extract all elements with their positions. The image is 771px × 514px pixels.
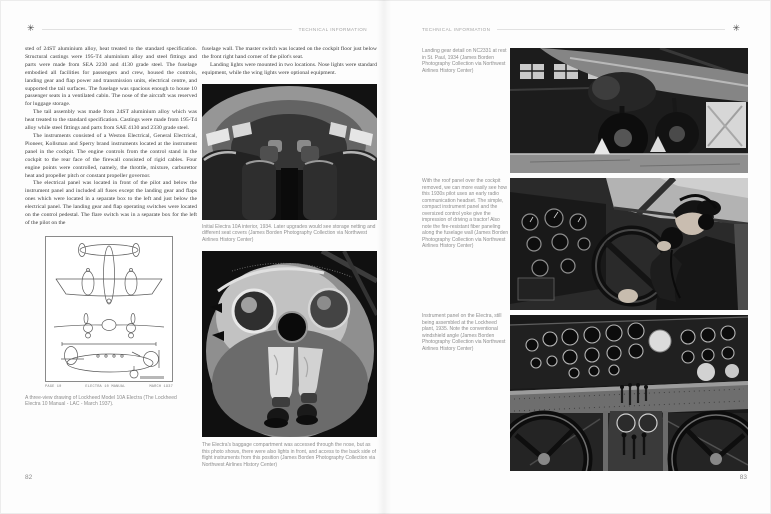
landing-gear-photo: [510, 48, 748, 173]
paragraph: The tail assembly was made from 24ST aluminium alloy which was heat treated to the standard specification. Castings were made from 195-T4 alloy while steel fittings and parts from SAE 4130 and 2330 grade steel.: [25, 109, 197, 132]
cabin-interior-photo: [202, 84, 377, 220]
left-page-header: [27, 25, 367, 34]
drawing-footer-title: ELECTRA 10 MANUAL: [85, 384, 126, 389]
three-view-drawing: [45, 236, 173, 382]
header-rule: [42, 29, 292, 30]
drawing-footer-date: MARCH 1937: [149, 384, 173, 389]
paragraph: The instruments consisted of a Weston Electrical, General Electrical, Pioneer, Kollsman and Sperry brand instruments located at the instrument panel in the cockpit. The engine controls from the control stand in the cockpit to the rear face of the firewall consisted of rigid cables. Four engine points were controlled, namely, the throttle, mixture, carburettor heat and propeller pitch or constant propeller governor.: [25, 132, 197, 179]
baggage-compartment-caption: The Electra's baggage compartment was accessed through the nose, but as this photo shows, there were also lights in front, and access to the back side of flight instruments from this position (James Borden Photography Collection via Northwest Airlines History Center): [202, 442, 376, 468]
cabin-interior-caption: Initial Electra 10A interior, 1934. Later upgrades would see storage netting and different seat covers (James Borden Photography Collection via Northwest Airlines History Center): [202, 223, 376, 243]
instrument-panel-photo: [510, 315, 748, 471]
body-text-col2: [202, 46, 377, 78]
left-column-2: [202, 46, 377, 468]
paragraph: fuselage wall. The master switch was located on the cockpit floor just below the front right hand corner of the pilot's seat.: [202, 46, 377, 60]
left-column-1: [25, 46, 197, 408]
drawing-footer-page: PAGE 10: [45, 384, 62, 389]
drawing-caption: A three-view drawing of Lockheed Model 10A Electra (The Lockheed Electra 10 Manual - LAC - March 1937).: [25, 394, 177, 408]
paragraph: Landing lights were mounted in two locations. Nose lights were standard equipment, while the wing lights were optional equipment.: [202, 61, 377, 76]
running-head-left: TECHNICAL INFORMATION: [298, 27, 367, 32]
instrument-panel-caption: Instrument panel on the Electra, still being assembled at the Lockheed plant, 1935. Note the conventional windshield angle (James Borden Photography Collection via Northwest Airlines History Center): [422, 313, 506, 352]
paragraph: The electrical panel was located in front of the pilot and below the instrument panel and included all fuses except the landing gear and flaps ones which were located in a separate box to the left and just below the electrical panel. The landing gear and flap operating switches were located on the control pedestal. The flare switch was in a separate box for the left of the pilot on the: [25, 180, 197, 226]
paragraph: sted of 24ST aluminium alloy, heat treated to the standard specification. Structural castings were 195-T4 aluminium alloy and steel fittings and parts were made from SEA 2230 and 4130 grade steel. The fuselage embodied all facilities for passengers and crew, housed the controls, landing gear and flap power and transmission units, electrical centre, and supported the tail surfaces. The fuselage was spacious enough to house 10 passenger seats in a ventilated cabin. The nose of the aircraft was reserved for luggage storage.: [25, 46, 197, 108]
cockpit-pilot-photo: [510, 178, 748, 310]
lockheed-stamp: [140, 376, 164, 379]
landing-gear-caption: Landing gear detail on NC2331 at rest in St. Paul, 1934 (James Borden Photography Collection via Northwest Airlines History Center): [422, 48, 507, 74]
body-text-col1: [25, 46, 197, 228]
header-rule: [497, 29, 725, 30]
star-icon: ✳: [732, 24, 740, 34]
three-view-drawing-image: [46, 237, 172, 381]
page-number-83: 83: [739, 474, 747, 481]
cockpit-pilot-caption: With the roof panel over the cockpit removed, we can more easily see how this 1930s pilot uses an early radio communication headset. The simple, compact instrument panel and the oversized control yoke give the impression of driving a tractor! Also note the fire-resistant fiber paneling along the fuselage wall (James Borden Photography Collection via Northwest Airlines History Center): [422, 178, 509, 249]
running-head-right: TECHNICAL INFORMATION: [422, 27, 491, 32]
page-gutter: [377, 0, 391, 514]
right-page-header: [422, 25, 740, 34]
page-number-82: 82: [25, 474, 33, 481]
drawing-footer: [45, 385, 173, 389]
baggage-compartment-photo: [202, 251, 377, 437]
star-icon: ✳: [27, 24, 35, 34]
